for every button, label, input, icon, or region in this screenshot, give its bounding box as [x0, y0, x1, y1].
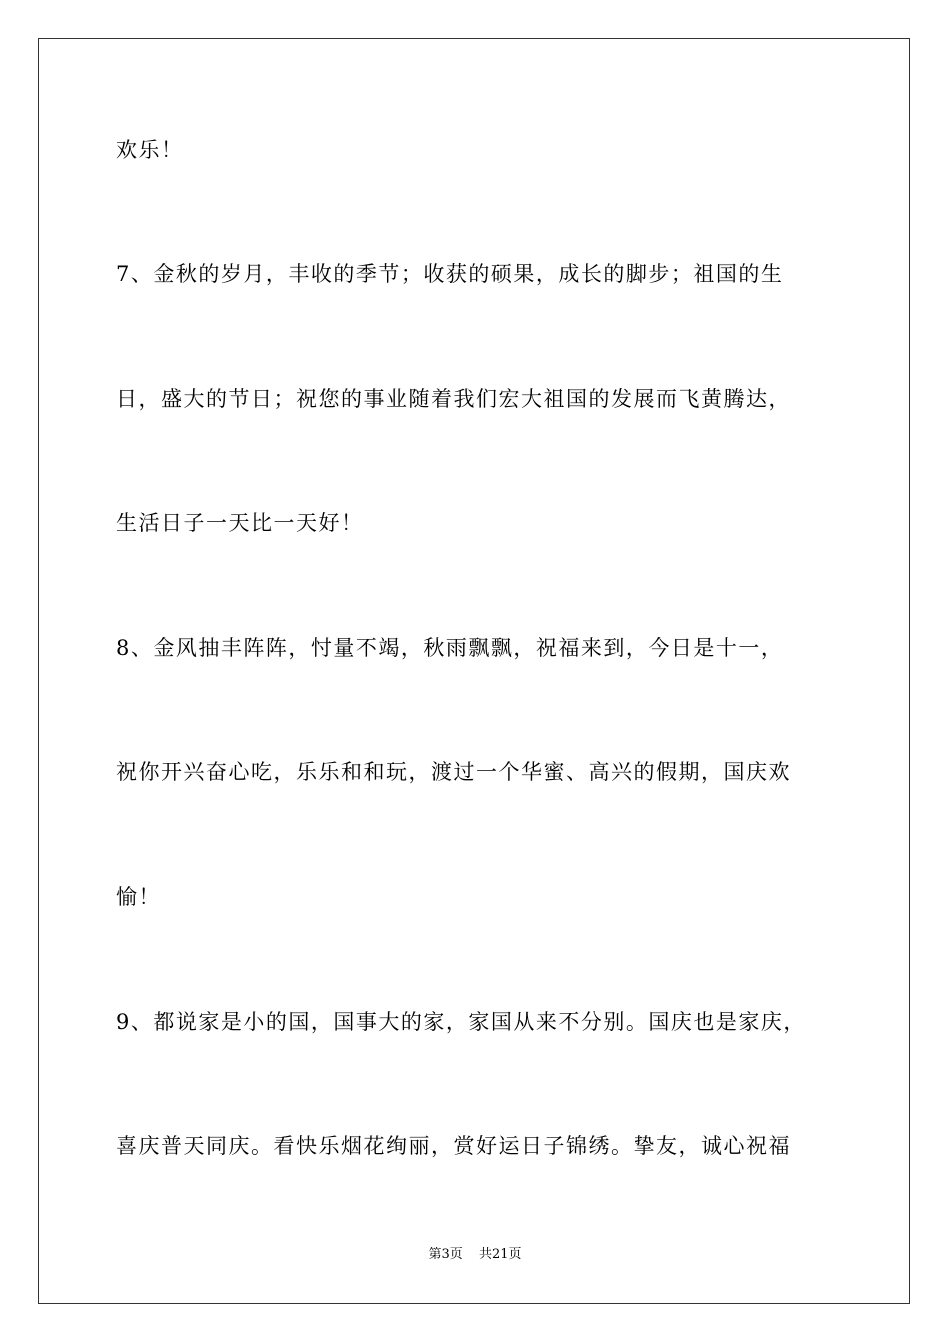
- text-line: 8、金风抽丰阵阵，忖量不竭，秋雨飘飘，祝福来到，今日是十一，: [116, 636, 784, 660]
- page-footer: [0, 1246, 950, 1264]
- page-number-total: 共21页: [478, 1247, 522, 1262]
- text-line: 愉！: [116, 885, 161, 909]
- page-frame: [38, 38, 910, 1304]
- text-line: 日，盛大的节日；祝您的事业随着我们宏大祖国的发展而飞黄腾达，: [116, 387, 791, 411]
- page-number-current: 第3页: [428, 1247, 463, 1262]
- text-line: 欢乐！: [116, 138, 184, 162]
- text-line: 祝你开兴奋心吃，乐乐和和玩，渡过一个华蜜、高兴的假期，国庆欢: [116, 760, 791, 784]
- text-line: 9、都说家是小的国，国事大的家，家国从来不分别。国庆也是家庆，: [116, 1010, 806, 1034]
- text-line: 7、金秋的岁月，丰收的季节；收获的硕果，成长的脚步；祖国的生: [116, 262, 784, 286]
- text-line: 生活日子一天比一天好！: [116, 511, 364, 535]
- text-line: 喜庆普天同庆。看快乐烟花绚丽，赏好运日子锦绣。挚友，诚心祝福: [116, 1134, 791, 1158]
